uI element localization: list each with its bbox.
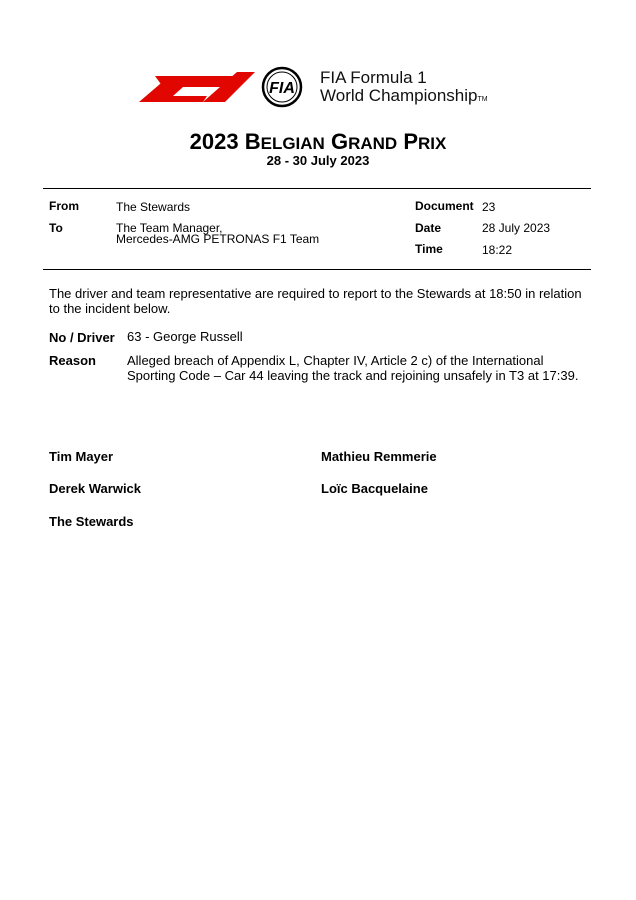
title-g: G [330,129,349,154]
steward-signature: Mathieu Remmerie [321,449,437,464]
steward-signature: Loïc Bacquelaine [321,481,428,496]
steward-signature: Tim Mayer [49,449,114,464]
fia-f1-logo [133,66,513,108]
logo-tm: TM [477,96,488,103]
event-dates: 28 - 30 July 2023 [266,153,370,168]
logo-line2 [320,87,488,109]
to-value-line1: The Team Manager, [116,221,223,235]
reason-label: Reason [49,353,96,368]
from-label: From [49,199,79,213]
time-label: Time [415,242,443,256]
document-label: Document [415,199,474,213]
intro-text: The driver and team representative are required to report to the Stewards at 18:50 in relation to the incident below. [49,286,582,316]
f1-logo-icon [133,66,319,108]
reason-text: Alleged breach of Appendix L, Chapter IV, Article 2 c) of the International Sporting Code – Car 44 leaving the track and rejoining unsafely in T3 at 17:39. [127,353,579,383]
logo-line1: FIA Formula 1 [320,68,427,87]
date-value: 28 July 2023 [482,221,551,235]
stewards-footer: The Stewards [49,514,134,529]
title-rand: RAND [348,134,398,153]
document-value: 23 [482,200,496,214]
date-label: Date [415,221,442,235]
top-divider [43,188,591,189]
event-title [0,129,636,155]
from-value: The Stewards [116,200,191,214]
to-label: To [49,221,63,235]
title-rix: RIX [418,134,447,153]
driver-label: No / Driver [49,330,115,345]
title-year: 2023 [189,129,239,154]
bottom-divider [43,269,591,270]
time-value: 18:22 [482,243,513,257]
driver-value: 63 - George Russell [127,329,243,344]
title-p: P [403,129,419,154]
fia-seal: FIA [269,80,295,97]
title-elgian: ELGIAN [260,134,325,153]
title-b: B [244,129,261,154]
steward-signature: Derek Warwick [49,481,142,496]
logo-line2-text: World Championship [320,86,478,105]
to-value-line2: Mercedes-AMG PETRONAS F1 Team [116,232,320,246]
